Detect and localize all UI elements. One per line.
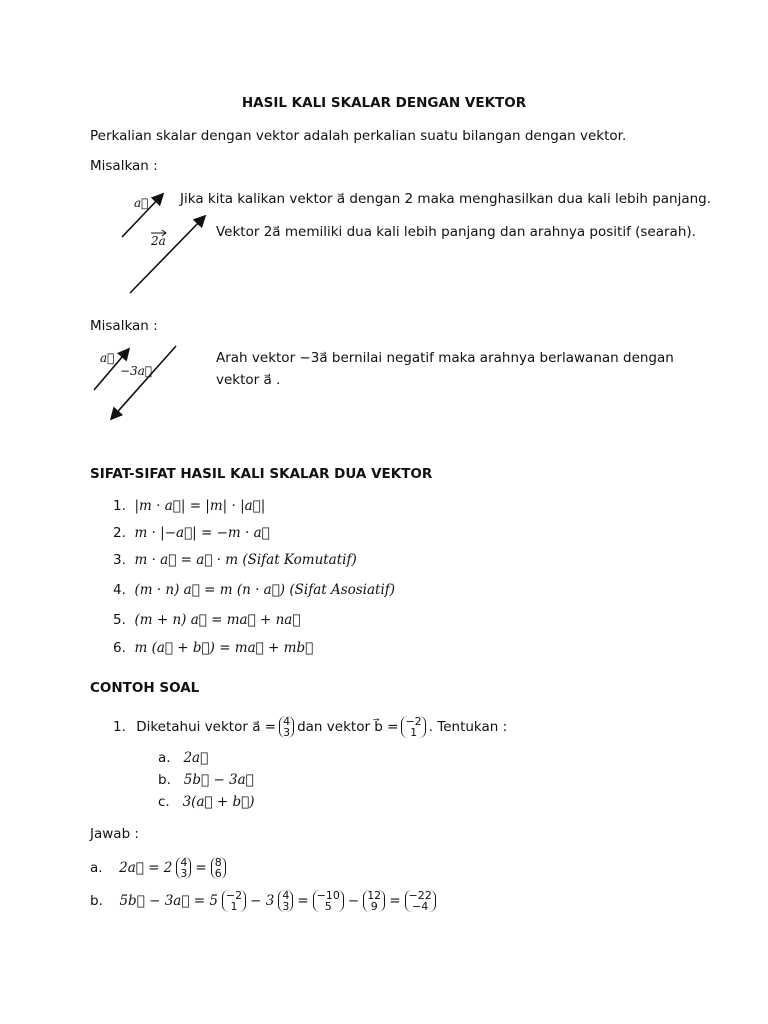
question-number: 1. xyxy=(113,719,126,735)
property-item: 3. m · a⃗ = a⃗ · m (Sifat Komutatif) xyxy=(113,552,357,568)
example1-line1: Jika kita kalikan vektor a⃗ dengan 2 maka menghasilkan dua kali lebih panjang. xyxy=(180,191,712,207)
example2-line2: vektor a⃗ . xyxy=(216,372,281,388)
property-item: 5. (m + n) a⃗ = ma⃗ + na⃗ xyxy=(113,612,301,628)
vector-2a-arrow xyxy=(130,217,204,293)
question-1 xyxy=(113,716,507,738)
example2-label: Misalkan : xyxy=(90,318,158,334)
example1-label: Misalkan : xyxy=(90,158,158,174)
subitem-b: b. 5b⃗ − 3a⃗ xyxy=(158,772,254,788)
property-item: 4. (m · n) a⃗ = m (n · a⃗) (Sifat Asosiatif) xyxy=(113,582,396,598)
vector-a-label-2: a⃗ xyxy=(100,351,115,365)
question-mid: dan vektor b⃗ = xyxy=(297,719,399,735)
jawab-label: Jawab : xyxy=(90,826,139,842)
vector-diagram-2 xyxy=(88,340,188,425)
subitem-c: c. 3(a⃗ + b⃗) xyxy=(158,794,255,810)
example2-line1: Arah vektor −3a⃗ bernilai negatif maka arahnya berlawanan dengan xyxy=(216,350,674,366)
question-suffix: . Tentukan : xyxy=(428,719,508,735)
vector-a-column: 4 3 xyxy=(279,716,294,738)
vector-b-column: −2 1 xyxy=(401,716,425,738)
example1-line2: Vektor 2a⃗ memiliki dua kali lebih panjang dan arahnya positif (searah). xyxy=(216,224,696,240)
property-item: 1. |m · a⃗| = |m| · |a⃗| xyxy=(113,498,266,514)
page-title: HASIL KALI SKALAR DENGAN VEKTOR xyxy=(241,95,527,111)
vector-minus3a-label: −3a⃗ xyxy=(120,364,153,378)
contoh-heading: CONTOH SOAL xyxy=(90,680,200,696)
property-item: 6. m (a⃗ + b⃗) = ma⃗ + mb⃗ xyxy=(113,640,314,656)
answer-b: b. 5b⃗ − 3a⃗ = 5 −2 1 − 3 4 3 = −10 5 − 12 9 = −22 −4 xyxy=(90,890,436,912)
intro-text: Perkalian skalar dengan vektor adalah perkalian suatu bilangan dengan vektor. xyxy=(90,128,627,144)
property-item: 2. m · |−a⃗| = −m · a⃗ xyxy=(113,525,270,541)
question-prefix: Diketahui vektor a⃗ = xyxy=(136,719,277,735)
properties-heading: SIFAT-SIFAT HASIL KALI SKALAR DUA VEKTOR xyxy=(90,466,433,482)
answer-a: a. 2a⃗ = 2 4 3 = 8 6 xyxy=(90,857,226,879)
vector-2a-label: 2a xyxy=(151,234,166,248)
vector-a-label: a⃗ xyxy=(134,196,149,210)
subitem-a: a. 2a⃗ xyxy=(158,750,209,766)
